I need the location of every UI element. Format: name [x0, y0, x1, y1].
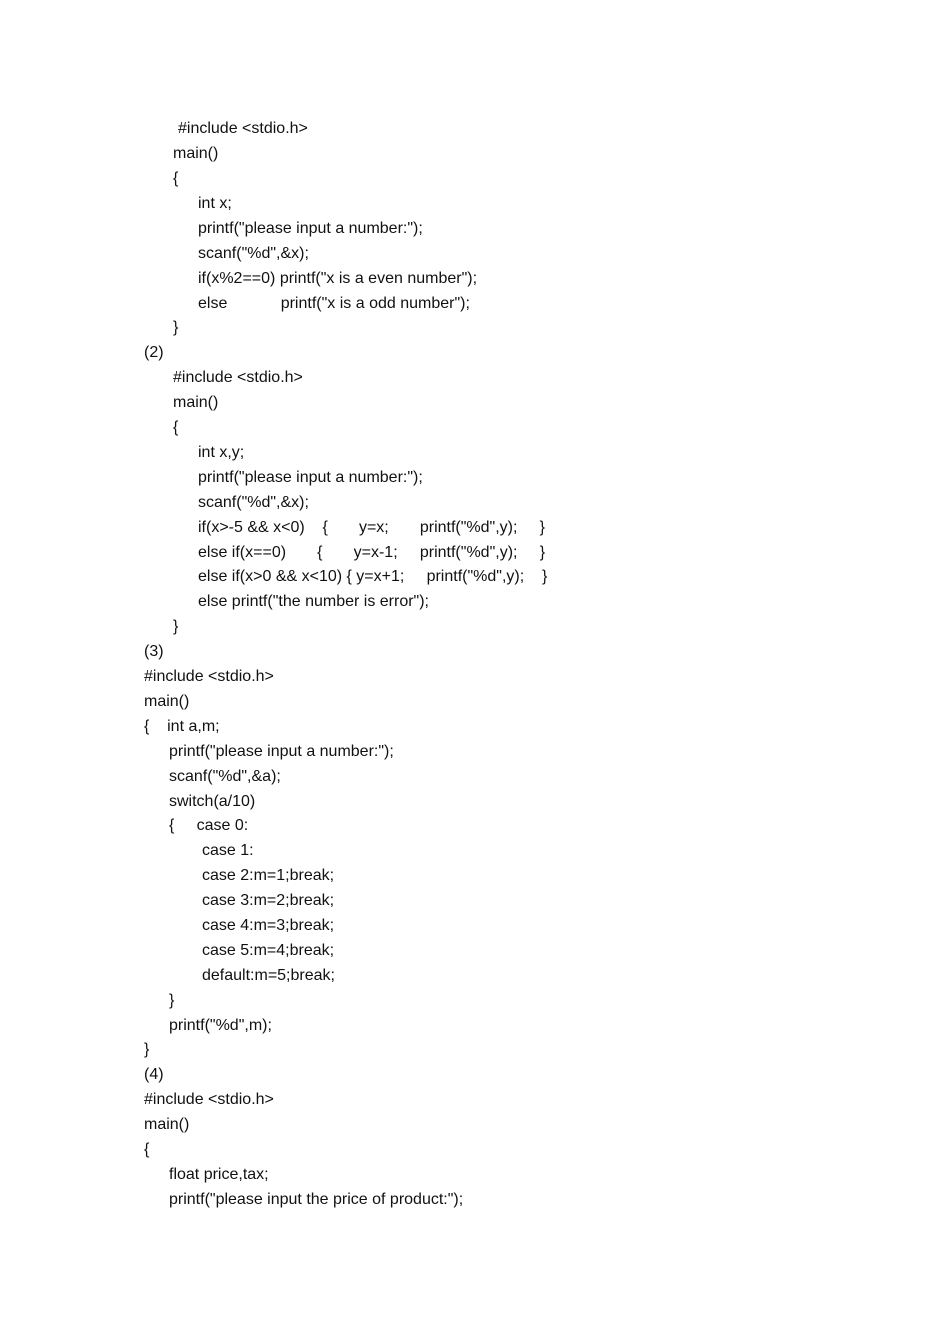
code-line: }	[173, 618, 179, 635]
code-line: { int a,m;	[144, 718, 220, 735]
code-line: printf("please input a number:");	[169, 743, 394, 760]
code-line: scanf("%d",&a);	[169, 768, 281, 785]
code-line: main()	[144, 1116, 190, 1133]
code-line: {	[173, 419, 179, 436]
code-line: case 2:m=1;break;	[202, 867, 335, 884]
code-line: {	[144, 1141, 150, 1158]
code-line: else printf("the number is error");	[198, 593, 429, 610]
code-line: #include <stdio.h>	[178, 120, 308, 137]
code-line: printf("please input the price of product:");	[169, 1191, 464, 1208]
code-line: printf("%d",m);	[169, 1017, 272, 1034]
code-line: case 5:m=4;break;	[202, 942, 335, 959]
code-line: main()	[173, 394, 219, 411]
code-line: if(x%2==0) printf("x is a even number");	[198, 270, 478, 287]
code-line: #include <stdio.h>	[144, 668, 274, 685]
code-line: {	[173, 170, 179, 187]
code-line: case 3:m=2;break;	[202, 892, 335, 909]
section-label: (4)	[144, 1066, 164, 1083]
code-line: case 4:m=3;break;	[202, 917, 335, 934]
code-line: scanf("%d",&x);	[198, 494, 309, 511]
code-line: else if(x>0 && x<10) { y=x+1; printf("%d",y); }	[198, 568, 548, 585]
code-line: }	[144, 1041, 150, 1058]
code-line: main()	[173, 145, 219, 162]
code-line: #include <stdio.h>	[173, 369, 303, 386]
code-line: else if(x==0) { y=x-1; printf("%d",y); }	[198, 544, 546, 561]
code-line: switch(a/10)	[169, 793, 256, 810]
code-line: else printf("x is a odd number");	[198, 295, 470, 312]
code-line: }	[173, 319, 179, 336]
code-line: float price,tax;	[169, 1166, 269, 1183]
code-line: default:m=5;break;	[202, 967, 335, 984]
code-line: printf("please input a number:");	[198, 220, 423, 237]
code-line: main()	[144, 693, 190, 710]
code-line: #include <stdio.h>	[144, 1091, 274, 1108]
code-line: case 1:	[202, 842, 254, 859]
code-line: }	[169, 992, 175, 1009]
section-label: (2)	[144, 344, 164, 361]
code-line: int x,y;	[198, 444, 245, 461]
code-line: scanf("%d",&x);	[198, 245, 309, 262]
code-line: { case 0:	[169, 817, 249, 834]
code-line: int x;	[198, 195, 232, 212]
section-label: (3)	[144, 643, 164, 660]
code-line: if(x>-5 && x<0) { y=x; printf("%d",y); }	[198, 519, 546, 536]
code-line: printf("please input a number:");	[198, 469, 423, 486]
